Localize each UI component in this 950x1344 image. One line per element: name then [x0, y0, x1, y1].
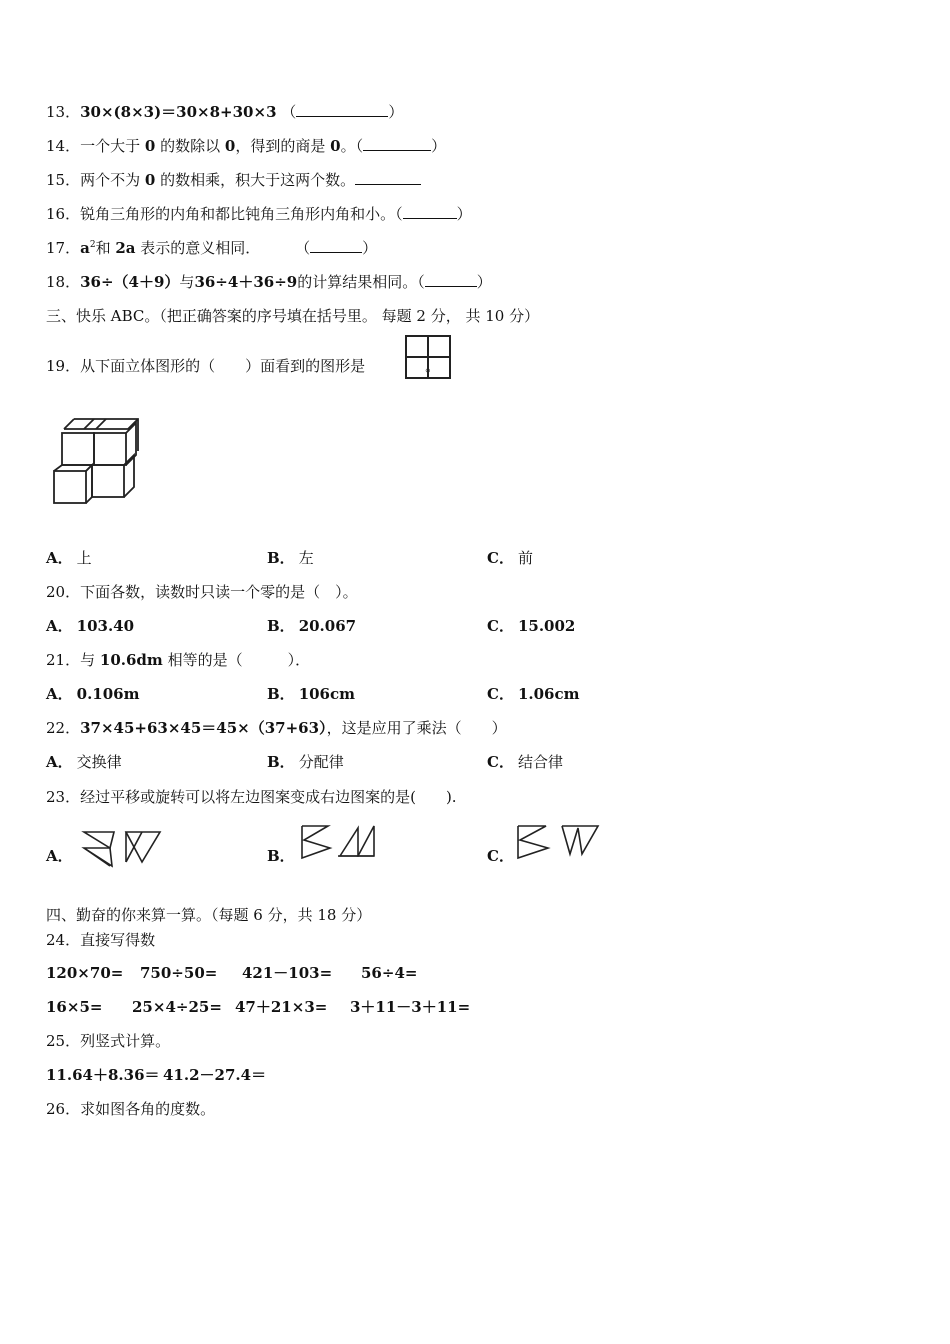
option-text: 1.06cm	[517, 685, 580, 703]
q22-option-c[interactable]	[487, 752, 563, 772]
cube-stack-figure	[48, 415, 148, 507]
question-text: 求如图各角的度数。	[80, 1100, 216, 1118]
option-label: A．	[46, 847, 73, 865]
calc-item: 421－103=	[242, 964, 333, 982]
expression: 36÷4＋36÷9	[194, 273, 298, 291]
paren-close: ）	[431, 137, 447, 155]
number: 0	[144, 171, 156, 189]
question-number: 19．	[46, 357, 81, 375]
question-number: 24．	[46, 931, 81, 949]
question-text: 两个不为	[80, 171, 141, 189]
question-text: 下面各数，读数时只读一个零的是（ ）。	[80, 583, 358, 601]
option-text: 交换律	[76, 753, 122, 771]
question-text: ，得到的商是	[235, 137, 326, 155]
answer-blank[interactable]	[296, 102, 388, 117]
q22-option-a[interactable]	[46, 752, 122, 772]
q23-option-b[interactable]	[267, 846, 299, 866]
question-24	[46, 930, 155, 950]
question-23	[46, 787, 457, 807]
option-text: 106cm	[298, 685, 356, 703]
paren-open: （	[281, 103, 297, 121]
question-25	[46, 1031, 170, 1051]
equation: 30×(8×3)＝30×8+30×3	[80, 103, 277, 121]
question-text: 表示的意义相同．	[140, 239, 261, 257]
section-4-heading: 四、勤奋的你来算一算。（每题 6 分，共 18 分）	[46, 906, 372, 924]
calc-item: 16×5=	[46, 998, 103, 1016]
question-text: ，这是应用了乘法（ ）	[326, 719, 507, 737]
question-text: 与	[80, 651, 96, 669]
question-text: 经过平移或旋转可以将左边图案变成右边图案的是( ).	[80, 788, 457, 806]
option-text: 0.106m	[76, 685, 140, 703]
answer-blank[interactable]	[355, 170, 421, 185]
question-number: 15．	[46, 171, 81, 189]
calc-item: 750÷50=	[140, 964, 218, 982]
question-20	[46, 582, 358, 602]
paren-close: ）	[388, 103, 404, 121]
number: 2a	[115, 239, 136, 257]
question-text: 的计算结果相同。（	[297, 273, 425, 291]
q21-option-c[interactable]	[487, 684, 580, 704]
question-number: 26．	[46, 1100, 81, 1118]
question-15	[46, 170, 421, 190]
question-text: 的数相乘，积大于这两个数。	[160, 171, 356, 189]
question-text: 从下面立体图形的（ ）面看到的图形是	[80, 357, 366, 375]
option-text: 左	[298, 549, 314, 567]
question-text: 直接写得数	[80, 931, 156, 949]
question-22	[46, 718, 507, 738]
option-label: A．	[46, 617, 73, 635]
option-label: A．	[46, 753, 73, 771]
section-3-heading: 三、快乐 ABC。（把正确答案的序号填在括号里。 每题 2 分， 共 10 分）	[46, 307, 540, 325]
paren-close: ）	[476, 273, 492, 291]
question-text: 锐角三角形的内角和都比钝角三角形内角和小。（	[80, 205, 403, 223]
option-label: C．	[487, 617, 514, 635]
q21-option-a[interactable]	[46, 684, 139, 704]
question-text: 。（	[340, 137, 364, 155]
option-text: 103.40	[76, 617, 135, 635]
q23-option-a-pattern	[80, 828, 164, 870]
question-21	[46, 650, 310, 670]
calc-item: 3＋11－3＋11=	[350, 998, 471, 1016]
question-text: 与	[179, 273, 195, 291]
expression: 36÷（4＋9）	[80, 273, 180, 291]
question-16	[46, 204, 472, 224]
q19-option-c[interactable]	[487, 548, 533, 568]
answer-blank[interactable]	[363, 136, 431, 151]
view-grid-figure	[404, 334, 454, 380]
option-text: 15.002	[517, 617, 576, 635]
q22-option-b[interactable]	[267, 752, 344, 772]
paren-close: ）	[456, 205, 472, 223]
calc-item: 56÷4=	[361, 964, 418, 982]
q20-option-b[interactable]	[267, 616, 356, 636]
question-number: 22．	[46, 719, 81, 737]
q23-option-b-pattern	[298, 822, 378, 862]
paren-close: ）	[362, 239, 378, 257]
q20-option-a[interactable]	[46, 616, 134, 636]
question-19	[46, 356, 440, 376]
question-13	[46, 102, 403, 122]
question-text: 一个大于	[80, 137, 141, 155]
option-text: 前	[517, 549, 533, 567]
q23-option-a[interactable]	[46, 846, 77, 866]
answer-blank[interactable]	[310, 238, 362, 253]
question-number: 13．	[46, 103, 81, 121]
option-text: 分配律	[298, 753, 344, 771]
question-14	[46, 136, 446, 156]
option-label: A．	[46, 549, 73, 567]
question-26	[46, 1099, 215, 1119]
option-text: 上	[76, 549, 92, 567]
vertical-calc-item: 11.64＋8.36＝	[46, 1066, 160, 1084]
question-number: 18．	[46, 273, 81, 291]
power-exponent: 2	[89, 240, 96, 250]
q23-option-c-pattern	[514, 822, 602, 862]
question-text: 和	[95, 239, 111, 257]
power-base: a	[80, 239, 90, 257]
option-label: C．	[487, 753, 514, 771]
question-text: 的数除以	[160, 137, 221, 155]
q19-option-a[interactable]	[46, 548, 92, 568]
question-number: 21．	[46, 651, 81, 669]
question-text: 。	[425, 357, 441, 375]
value: 10.6dm	[99, 651, 163, 669]
option-label: B．	[267, 549, 295, 567]
question-number: 23．	[46, 788, 81, 806]
option-text: 结合律	[517, 753, 563, 771]
question-number: 20．	[46, 583, 81, 601]
calc-item: 25×4÷25=	[132, 998, 222, 1016]
option-label: B．	[267, 617, 295, 635]
question-18	[46, 272, 492, 292]
option-label: C．	[487, 685, 514, 703]
option-label: B．	[267, 847, 295, 865]
question-number: 25．	[46, 1032, 81, 1050]
calc-item: 47＋21×3=	[235, 998, 328, 1016]
q20-option-c[interactable]	[487, 616, 575, 636]
option-label: B．	[267, 685, 295, 703]
answer-blank[interactable]	[403, 204, 457, 219]
option-label: C．	[487, 847, 514, 865]
equation: 37×45+63×45＝45×（37+63）	[80, 719, 327, 737]
q21-option-b[interactable]	[267, 684, 355, 704]
question-text: 列竖式计算。	[80, 1032, 171, 1050]
option-text: 20.067	[298, 617, 357, 635]
option-label: C．	[487, 549, 514, 567]
answer-blank[interactable]	[425, 272, 477, 287]
question-number: 17．	[46, 239, 81, 257]
option-label: A．	[46, 685, 73, 703]
calc-item: 120×70=	[46, 964, 124, 982]
question-17	[46, 238, 377, 258]
q19-option-b[interactable]	[267, 548, 314, 568]
number: 0	[330, 137, 341, 155]
option-label: B．	[267, 753, 295, 771]
number: 0	[144, 137, 156, 155]
paren-open: （	[295, 239, 311, 257]
question-number: 14．	[46, 137, 81, 155]
question-text: 相等的是（ ）．	[167, 651, 311, 669]
question-number: 16．	[46, 205, 81, 223]
vertical-calc-item: 41.2－27.4＝	[163, 1066, 267, 1084]
number: 0	[224, 137, 236, 155]
